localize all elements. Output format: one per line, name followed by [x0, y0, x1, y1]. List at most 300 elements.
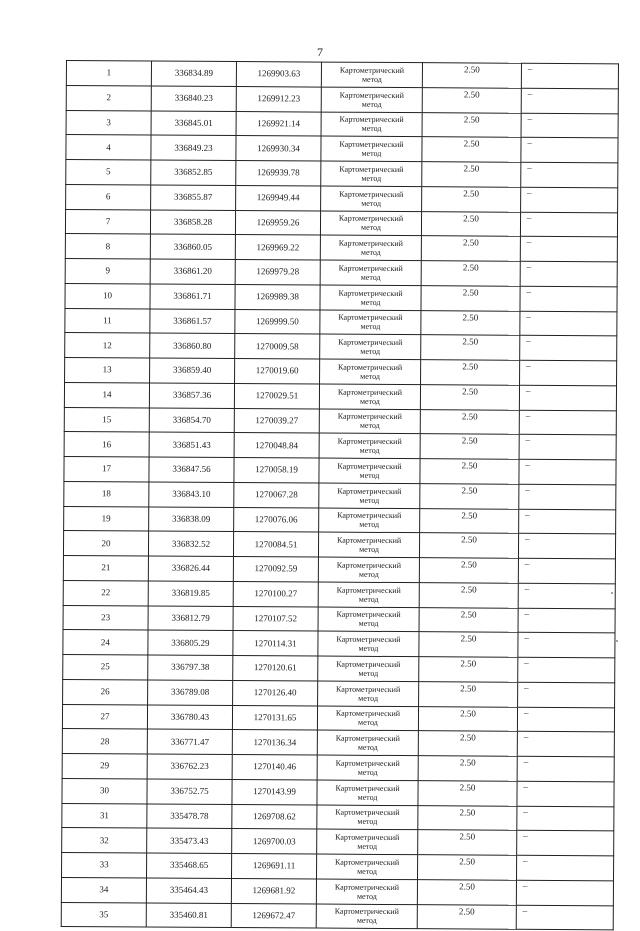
point-number-cell: 15 — [64, 407, 149, 432]
y-coordinate-cell: 1270107.52 — [233, 606, 318, 631]
point-number-cell: 27 — [62, 704, 147, 729]
method-cell — [319, 409, 420, 434]
y-coordinate-cell: 1269999.50 — [235, 309, 320, 334]
x-coordinate-cell: 336834.89 — [151, 61, 236, 86]
y-coordinate-cell: 1269939.78 — [236, 161, 321, 186]
point-number-cell: 1 — [66, 61, 151, 86]
method-label-line1: Картометрический — [338, 263, 403, 273]
y-coordinate-cell: 1270009.58 — [235, 334, 320, 359]
accuracy-cell: 2.50 — [419, 632, 518, 657]
method-label-line1: Картометрический — [334, 882, 400, 892]
table-row — [64, 456, 616, 484]
x-coordinate-cell: 336819.85 — [148, 581, 233, 606]
y-coordinate-cell: 1269691.11 — [232, 854, 317, 879]
method-label-line1: Картометрический — [339, 65, 405, 75]
y-coordinate-cell: 1269912.23 — [236, 86, 321, 111]
method-cell — [319, 483, 420, 508]
table-row — [62, 852, 614, 880]
x-coordinate-cell: 336789.08 — [148, 680, 233, 705]
method-cell — [317, 730, 418, 755]
point-number-cell: 4 — [66, 135, 151, 160]
accuracy-cell: 2.50 — [422, 87, 521, 112]
table-row — [66, 184, 618, 212]
method-cell — [316, 904, 417, 929]
method-cell — [321, 87, 422, 112]
x-coordinate-cell: 336826.44 — [148, 556, 233, 581]
method-label-line1: Картометрический — [336, 610, 401, 620]
table-row — [63, 531, 615, 559]
y-coordinate-cell: 1270120.61 — [233, 656, 318, 681]
y-coordinate-cell: 1269969.22 — [235, 235, 320, 260]
x-coordinate-cell: 335460.81 — [146, 903, 231, 928]
accuracy-cell: 2.50 — [421, 211, 520, 236]
x-coordinate-cell: 336860.05 — [150, 234, 235, 259]
method-label-line2: метод — [356, 916, 377, 926]
x-coordinate-cell: 336860.80 — [150, 333, 235, 358]
method-label-line1: Картометрический — [339, 139, 404, 150]
point-number-cell: 6 — [66, 184, 151, 209]
description-cell: – — [521, 138, 618, 163]
accuracy-cell: 2.50 — [418, 706, 517, 731]
description-cell: – — [517, 781, 614, 806]
x-coordinate-cell: 336762.23 — [147, 754, 232, 779]
accuracy-cell: 2.50 — [419, 607, 518, 632]
method-label-line1: Картометрический — [336, 585, 401, 595]
method-cell — [317, 706, 418, 731]
description-cell: – — [519, 484, 616, 509]
description-cell: – — [519, 385, 616, 410]
table-row — [65, 333, 617, 361]
accuracy-cell: 2.50 — [421, 360, 520, 385]
point-number-cell: 25 — [63, 654, 148, 679]
x-coordinate-cell: 336855.87 — [151, 185, 236, 210]
table-row — [66, 135, 618, 163]
method-cell — [318, 607, 419, 632]
method-label-line2: метод — [358, 693, 379, 703]
y-coordinate-cell: 1270029.51 — [234, 383, 319, 408]
y-coordinate-cell: 1270058.19 — [234, 458, 319, 483]
method-label-line2: метод — [359, 445, 380, 456]
point-number-cell: 33 — [62, 852, 147, 877]
point-number-cell: 9 — [65, 258, 150, 283]
method-cell — [320, 211, 421, 236]
method-cell — [318, 532, 419, 557]
method-cell — [317, 854, 418, 879]
description-cell: – — [520, 286, 617, 311]
accuracy-cell: 2.50 — [422, 63, 521, 88]
accuracy-cell: 2.50 — [418, 731, 517, 756]
table-row — [64, 407, 616, 435]
method-cell — [321, 136, 422, 161]
y-coordinate-cell: 1270140.46 — [232, 755, 317, 780]
table-row — [64, 481, 616, 509]
method-label-line2: метод — [357, 742, 378, 753]
point-number-cell: 29 — [62, 753, 147, 778]
y-coordinate-cell: 1269903.63 — [236, 62, 321, 87]
y-coordinate-cell: 1270084.51 — [233, 532, 318, 557]
method-label-line1: Картометрический — [338, 238, 404, 249]
method-label-line2: метод — [359, 495, 380, 505]
method-label-line1: Картометрический — [334, 907, 399, 917]
x-coordinate-cell: 336851.43 — [149, 432, 234, 457]
y-coordinate-cell: 1269708.62 — [232, 804, 317, 829]
point-number-cell: 22 — [63, 580, 148, 605]
table-row — [64, 506, 616, 534]
table-row — [65, 209, 617, 237]
method-cell — [318, 557, 419, 582]
method-label-line1: Картометрический — [337, 461, 402, 471]
table-row — [63, 679, 615, 707]
point-number-cell: 34 — [61, 877, 146, 902]
description-cell: – — [519, 459, 616, 484]
accuracy-cell: 2.50 — [418, 756, 517, 781]
point-number-cell: 3 — [66, 110, 151, 135]
description-cell: – — [519, 435, 616, 460]
y-coordinate-cell: 1270067.28 — [234, 482, 319, 507]
accuracy-cell: 2.50 — [421, 261, 520, 286]
accuracy-cell: 2.50 — [422, 112, 521, 137]
x-coordinate-cell: 336859.40 — [150, 358, 235, 383]
table-row — [63, 630, 615, 658]
y-coordinate-cell: 1269921.14 — [236, 111, 321, 136]
y-coordinate-cell: 1269700.03 — [232, 829, 317, 854]
table-row — [65, 258, 617, 286]
accuracy-cell: 2.50 — [418, 855, 517, 880]
point-number-cell: 21 — [63, 555, 148, 580]
description-cell: – — [520, 336, 617, 361]
x-coordinate-cell: 336849.23 — [151, 135, 236, 160]
accuracy-cell: 2.50 — [421, 285, 520, 310]
method-label-line2: метод — [361, 99, 382, 109]
method-label-line1: Картометрический — [338, 288, 403, 298]
x-coordinate-cell: 336843.10 — [149, 482, 234, 507]
x-coordinate-cell: 335464.43 — [146, 878, 231, 903]
method-label-line1: Картометрический — [339, 115, 404, 125]
method-cell — [318, 681, 419, 706]
x-coordinate-cell: 336854.70 — [149, 408, 234, 433]
method-label-line2: метод — [361, 148, 382, 159]
method-label-line1: Картометрический — [334, 857, 400, 867]
method-cell — [320, 334, 421, 359]
method-cell — [318, 631, 419, 656]
y-coordinate-cell: 1270114.31 — [233, 631, 318, 656]
y-coordinate-cell: 1269672.47 — [231, 903, 316, 928]
table-row — [62, 753, 614, 781]
table-row — [65, 357, 617, 385]
x-coordinate-cell: 336780.43 — [147, 705, 232, 730]
table-row — [65, 308, 617, 336]
method-cell — [320, 260, 421, 285]
accuracy-cell: 2.50 — [419, 681, 518, 706]
y-coordinate-cell: 1269930.34 — [236, 136, 321, 161]
description-cell: – — [516, 880, 613, 905]
point-number-cell: 35 — [61, 902, 146, 927]
method-label-line1: Картометрический — [336, 684, 401, 694]
accuracy-cell: 2.50 — [422, 162, 521, 187]
accuracy-cell: 2.50 — [417, 904, 516, 929]
scan-speck — [611, 592, 613, 594]
method-label-line2: метод — [357, 792, 378, 802]
point-number-cell: 24 — [63, 630, 148, 655]
point-number-cell: 12 — [65, 333, 150, 358]
point-number-cell: 20 — [63, 531, 148, 556]
method-label-line1: Картометрический — [339, 189, 404, 199]
description-cell: – — [521, 88, 618, 113]
x-coordinate-cell: 336840.23 — [151, 86, 236, 111]
method-cell — [317, 755, 418, 780]
table-row — [66, 110, 618, 138]
description-cell: – — [518, 608, 615, 633]
description-cell: – — [517, 806, 614, 831]
method-label-line2: метод — [360, 297, 381, 307]
accuracy-cell: 2.50 — [420, 508, 519, 533]
x-coordinate-cell: 336845.01 — [151, 111, 236, 136]
x-coordinate-cell: 336861.20 — [150, 259, 235, 284]
table-row — [61, 877, 613, 905]
method-label-line2: метод — [360, 247, 381, 258]
method-cell — [319, 433, 420, 458]
page-number: 7 — [317, 45, 323, 59]
description-cell: – — [520, 311, 617, 336]
table-row — [66, 61, 618, 89]
description-cell: – — [518, 558, 615, 583]
table-row — [63, 555, 615, 583]
method-cell — [320, 359, 421, 384]
method-label-line1: Картометрический — [335, 832, 400, 843]
accuracy-cell: 2.50 — [421, 335, 520, 360]
table-row — [62, 828, 614, 856]
method-label-line2: метод — [357, 767, 378, 777]
accuracy-cell: 2.50 — [420, 384, 519, 409]
description-cell: – — [520, 237, 617, 262]
method-label-line1: Картометрический — [339, 90, 404, 100]
method-label-line2: метод — [358, 619, 379, 629]
method-label-line1: Картометрический — [338, 313, 403, 323]
point-number-cell: 28 — [62, 729, 147, 754]
table-row — [66, 160, 618, 188]
accuracy-cell: 2.50 — [418, 805, 517, 830]
table-row — [63, 654, 615, 682]
method-cell — [316, 879, 417, 904]
method-label-line1: Картометрический — [335, 783, 400, 793]
x-coordinate-cell: 336771.47 — [147, 729, 232, 754]
point-number-cell: 16 — [64, 432, 149, 457]
method-cell — [318, 656, 419, 681]
y-coordinate-cell: 1270100.27 — [233, 581, 318, 606]
description-cell: – — [518, 583, 615, 608]
y-coordinate-cell: 1270131.65 — [232, 705, 317, 730]
point-number-cell: 13 — [65, 357, 150, 382]
method-label-line2: метод — [357, 817, 378, 827]
description-cell: – — [517, 732, 614, 757]
description-cell: – — [517, 831, 614, 856]
method-label-line2: метод — [360, 371, 381, 381]
table-row — [62, 778, 614, 806]
point-number-cell: 30 — [62, 778, 147, 803]
point-number-cell: 26 — [63, 679, 148, 704]
x-coordinate-cell: 336857.36 — [149, 383, 234, 408]
method-cell — [319, 458, 420, 483]
table-body — [61, 61, 618, 931]
method-label-line1: Картометрический — [335, 733, 400, 744]
method-cell — [318, 582, 419, 607]
method-cell — [321, 186, 422, 211]
description-cell: – — [521, 63, 618, 88]
method-label-line2: метод — [360, 272, 381, 282]
table-row — [62, 803, 614, 831]
table-row — [62, 704, 614, 732]
method-label-line2: метод — [360, 322, 381, 332]
point-number-cell: 31 — [62, 803, 147, 828]
method-cell — [321, 62, 422, 87]
method-label-line2: метод — [358, 643, 379, 654]
x-coordinate-cell: 336861.57 — [150, 309, 235, 334]
y-coordinate-cell: 1270136.34 — [232, 730, 317, 755]
description-cell: – — [520, 212, 617, 237]
method-label-line2: метод — [359, 520, 380, 530]
table-row — [65, 234, 617, 262]
description-cell: – — [518, 633, 615, 658]
x-coordinate-cell: 336838.09 — [149, 507, 234, 532]
method-label-line2: метод — [361, 124, 382, 134]
x-coordinate-cell: 336858.28 — [150, 210, 235, 235]
scan-speck — [616, 640, 618, 642]
accuracy-cell: 2.50 — [417, 879, 516, 904]
point-number-cell: 11 — [65, 308, 150, 333]
description-cell: – — [521, 113, 618, 138]
accuracy-cell: 2.50 — [418, 830, 517, 855]
method-cell — [320, 310, 421, 335]
method-label-line1: Картометрический — [337, 436, 402, 447]
method-cell — [317, 805, 418, 830]
accuracy-cell: 2.50 — [419, 582, 518, 607]
method-label-line1: Картометрический — [336, 634, 401, 645]
method-label-line2: метод — [359, 396, 380, 406]
x-coordinate-cell: 335473.43 — [147, 828, 232, 853]
method-label-line1: Картометрический — [338, 337, 403, 348]
x-coordinate-cell: 336797.38 — [148, 655, 233, 680]
method-label-line2: метод — [356, 891, 377, 901]
description-cell: – — [516, 905, 613, 930]
y-coordinate-cell: 1269681.92 — [231, 878, 316, 903]
description-cell: – — [518, 657, 615, 682]
x-coordinate-cell: 335468.65 — [147, 853, 232, 878]
coordinates-table — [61, 60, 619, 931]
method-label-line1: Картометрический — [337, 387, 403, 397]
table-row — [61, 902, 613, 930]
method-label-line1: Картометрический — [335, 808, 400, 818]
accuracy-cell: 2.50 — [419, 657, 518, 682]
method-label-line1: Картометрический — [338, 214, 404, 224]
accuracy-cell: 2.50 — [422, 186, 521, 211]
accuracy-cell: 2.50 — [421, 310, 520, 335]
method-label-line1: Картометрический — [335, 758, 400, 768]
description-cell: – — [520, 261, 617, 286]
method-label-line1: Картометрический — [338, 362, 403, 372]
y-coordinate-cell: 1270076.06 — [234, 507, 319, 532]
point-number-cell: 19 — [64, 506, 149, 531]
description-cell: – — [520, 360, 617, 385]
point-number-cell: 2 — [66, 85, 151, 110]
table-row — [64, 432, 616, 460]
method-label-line2: метод — [359, 421, 380, 431]
x-coordinate-cell: 335478.78 — [147, 804, 232, 829]
y-coordinate-cell: 1269949.44 — [236, 185, 321, 210]
point-number-cell: 14 — [64, 382, 149, 407]
table-row — [66, 85, 618, 113]
point-number-cell: 10 — [65, 283, 150, 308]
table-row — [63, 580, 615, 608]
method-label-line2: метод — [358, 718, 378, 728]
method-label-line1: Картометрический — [336, 535, 402, 546]
accuracy-cell: 2.50 — [418, 780, 517, 805]
method-label-line2: метод — [357, 841, 378, 852]
accuracy-cell: 2.50 — [419, 533, 518, 558]
y-coordinate-cell: 1270039.27 — [234, 408, 319, 433]
accuracy-cell: 2.50 — [420, 459, 519, 484]
method-label-line2: метод — [359, 470, 380, 480]
accuracy-cell: 2.50 — [421, 236, 520, 261]
x-coordinate-cell: 336805.29 — [148, 630, 233, 655]
accuracy-cell: 2.50 — [419, 558, 518, 583]
method-label-line1: Картометрический — [335, 709, 401, 719]
y-coordinate-cell: 1270048.84 — [234, 433, 319, 458]
x-coordinate-cell: 336847.56 — [149, 457, 234, 482]
method-label-line1: Картометрический — [336, 560, 402, 570]
x-coordinate-cell: 336832.52 — [148, 531, 233, 556]
description-cell: – — [517, 756, 614, 781]
table-row — [62, 729, 614, 757]
description-cell: – — [516, 855, 613, 880]
y-coordinate-cell: 1270126.40 — [233, 680, 318, 705]
method-cell — [317, 829, 418, 854]
x-coordinate-cell: 336861.71 — [150, 284, 235, 309]
y-coordinate-cell: 1269989.38 — [235, 284, 320, 309]
method-cell — [319, 508, 420, 533]
accuracy-cell: 2.50 — [420, 409, 519, 434]
method-label-line2: метод — [361, 74, 382, 84]
description-cell: – — [519, 410, 616, 435]
method-cell — [320, 235, 421, 260]
description-cell: – — [518, 534, 615, 559]
method-label-line2: метод — [358, 668, 379, 678]
method-label-line1: Картометрический — [337, 412, 402, 422]
method-label-line2: метод — [361, 173, 382, 183]
point-number-cell: 5 — [66, 160, 151, 185]
x-coordinate-cell: 336812.79 — [148, 606, 233, 631]
accuracy-cell: 2.50 — [422, 137, 521, 162]
method-cell — [317, 780, 418, 805]
table-row — [63, 605, 615, 633]
method-label-line2: метод — [358, 569, 379, 579]
y-coordinate-cell: 1270143.99 — [232, 779, 317, 804]
method-label-line2: метод — [358, 594, 379, 604]
description-cell: – — [519, 509, 616, 534]
method-label-line2: метод — [361, 223, 381, 233]
accuracy-cell: 2.50 — [420, 483, 519, 508]
method-label-line1: Картометрический — [336, 659, 401, 669]
method-label-line2: метод — [357, 866, 377, 876]
accuracy-cell: 2.50 — [420, 434, 519, 459]
description-cell: – — [517, 707, 614, 732]
method-cell — [321, 112, 422, 137]
point-number-cell: 18 — [64, 481, 149, 506]
table-row — [64, 382, 616, 410]
point-number-cell: 8 — [65, 234, 150, 259]
method-label-line2: метод — [361, 198, 382, 208]
method-label-line2: метод — [359, 544, 379, 555]
method-label-line1: Картометрический — [337, 511, 402, 521]
